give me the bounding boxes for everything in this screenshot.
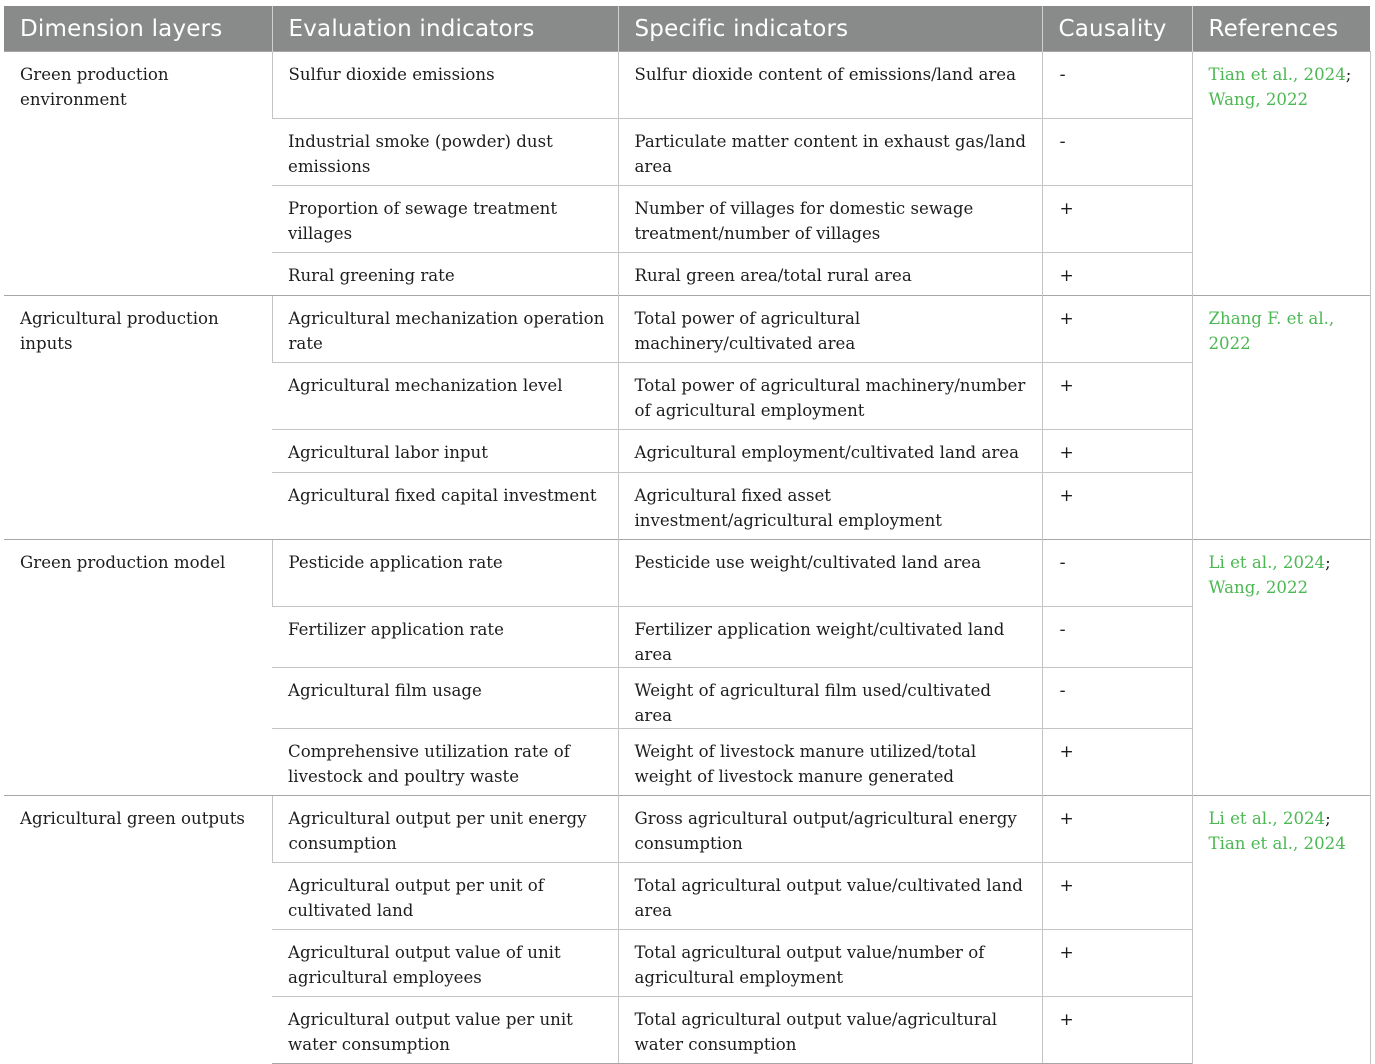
causality-cell: +	[1042, 253, 1192, 296]
reference-link[interactable]: Zhang F. et al., 2022	[1208, 309, 1335, 353]
causality-cell: +	[1042, 473, 1192, 540]
table-row	[4, 540, 1370, 607]
evaluation-indicator-cell: Agricultural mechanization level	[272, 363, 618, 430]
evaluation-indicator-cell: Sulfur dioxide emissions	[272, 52, 618, 119]
causality-cell: -	[1042, 119, 1192, 186]
specific-indicator-cell: Total agricultural output value/number of agricultural employment	[618, 930, 1042, 997]
reference-link[interactable]: Li et al., 2024	[1208, 809, 1326, 828]
causality-cell: +	[1042, 186, 1192, 253]
references-cell	[1192, 540, 1370, 796]
causality-cell: +	[1042, 796, 1192, 863]
reference-separator: ;	[1345, 65, 1352, 84]
causality-cell: +	[1042, 430, 1192, 473]
header-evaluation-indicators: Evaluation indicators	[272, 6, 618, 52]
evaluation-indicator-cell: Fertilizer application rate	[272, 607, 618, 668]
specific-indicator-cell: Agricultural employment/cultivated land area	[618, 430, 1042, 473]
specific-indicator-cell: Gross agricultural output/agricultural energy consumption	[618, 796, 1042, 863]
specific-indicator-cell: Sulfur dioxide content of emissions/land area	[618, 52, 1042, 119]
indicator-table	[4, 6, 1371, 1064]
specific-indicator-cell: Pesticide use weight/cultivated land area	[618, 540, 1042, 607]
header-specific-indicators: Specific indicators	[618, 6, 1042, 52]
references-cell	[1192, 296, 1370, 540]
reference-link[interactable]: Tian et al., 2024	[1208, 65, 1346, 84]
evaluation-indicator-cell: Agricultural labor input	[272, 430, 618, 473]
evaluation-indicator-cell: Agricultural output per unit energy consumption	[272, 796, 618, 863]
evaluation-indicator-cell: Agricultural fixed capital investment	[272, 473, 618, 540]
specific-indicator-cell: Weight of agricultural film used/cultivated area	[618, 668, 1042, 729]
causality-cell: +	[1042, 997, 1192, 1064]
dimension-layer-cell: Green production model	[4, 540, 272, 796]
references-cell	[1192, 52, 1370, 296]
specific-indicator-cell: Weight of livestock manure utilized/total weight of livestock manure generated	[618, 729, 1042, 796]
causality-cell: +	[1042, 863, 1192, 930]
dimension-layer-cell: Agricultural green outputs	[4, 796, 272, 1064]
causality-cell: +	[1042, 930, 1192, 997]
table-row	[4, 796, 1370, 863]
table-row	[4, 52, 1370, 119]
table-header	[4, 6, 1370, 52]
evaluation-indicator-cell: Rural greening rate	[272, 253, 618, 296]
reference-link[interactable]: Li et al., 2024	[1208, 553, 1326, 572]
causality-cell: +	[1042, 296, 1192, 363]
table-body	[4, 52, 1370, 1064]
causality-cell: -	[1042, 540, 1192, 607]
evaluation-indicator-cell: Proportion of sewage treatment villages	[272, 186, 618, 253]
dimension-layer-cell: Green production environment	[4, 52, 272, 296]
causality-cell: +	[1042, 363, 1192, 430]
reference-link[interactable]: Wang, 2022	[1208, 577, 1309, 597]
header-row	[4, 6, 1370, 52]
table-row	[4, 296, 1370, 363]
header-causality: Causality	[1042, 6, 1192, 52]
evaluation-indicator-cell: Agricultural output value per unit water consumption	[272, 997, 618, 1064]
specific-indicator-cell: Fertilizer application weight/cultivated land area	[618, 607, 1042, 668]
header-dimension-layers: Dimension layers	[4, 6, 272, 52]
reference-link[interactable]: Tian et al., 2024	[1208, 833, 1346, 853]
evaluation-indicator-cell: Agricultural output value of unit agricultural employees	[272, 930, 618, 997]
header-references: References	[1192, 6, 1370, 52]
reference-separator: ;	[1325, 809, 1331, 828]
evaluation-indicator-cell: Industrial smoke (powder) dust emissions	[272, 119, 618, 186]
causality-cell: -	[1042, 607, 1192, 668]
specific-indicator-cell: Agricultural fixed asset investment/agricultural employment	[618, 473, 1042, 540]
specific-indicator-cell: Number of villages for domestic sewage treatment/number of villages	[618, 186, 1042, 253]
causality-cell: +	[1042, 729, 1192, 796]
evaluation-indicator-cell: Agricultural film usage	[272, 668, 618, 729]
references-cell	[1192, 796, 1370, 1064]
specific-indicator-cell: Total power of agricultural machinery/number of agricultural employment	[618, 363, 1042, 430]
specific-indicator-cell: Total power of agricultural machinery/cultivated area	[618, 296, 1042, 363]
specific-indicator-cell: Total agricultural output value/cultivated land area	[618, 863, 1042, 930]
specific-indicator-cell: Total agricultural output value/agricultural water consumption	[618, 997, 1042, 1064]
specific-indicator-cell: Particulate matter content in exhaust gas/land area	[618, 119, 1042, 186]
specific-indicator-cell: Rural green area/total rural area	[618, 253, 1042, 296]
evaluation-indicator-cell: Agricultural mechanization operation rate	[272, 296, 618, 363]
reference-separator: ;	[1325, 553, 1331, 572]
causality-cell: -	[1042, 52, 1192, 119]
evaluation-indicator-cell: Comprehensive utilization rate of livestock and poultry waste	[272, 729, 618, 796]
reference-link[interactable]: Wang, 2022	[1208, 89, 1309, 109]
evaluation-indicator-cell: Agricultural output per unit of cultivated land	[272, 863, 618, 930]
causality-cell: -	[1042, 668, 1192, 729]
dimension-layer-cell: Agricultural production inputs	[4, 296, 272, 540]
evaluation-indicator-cell: Pesticide application rate	[272, 540, 618, 607]
